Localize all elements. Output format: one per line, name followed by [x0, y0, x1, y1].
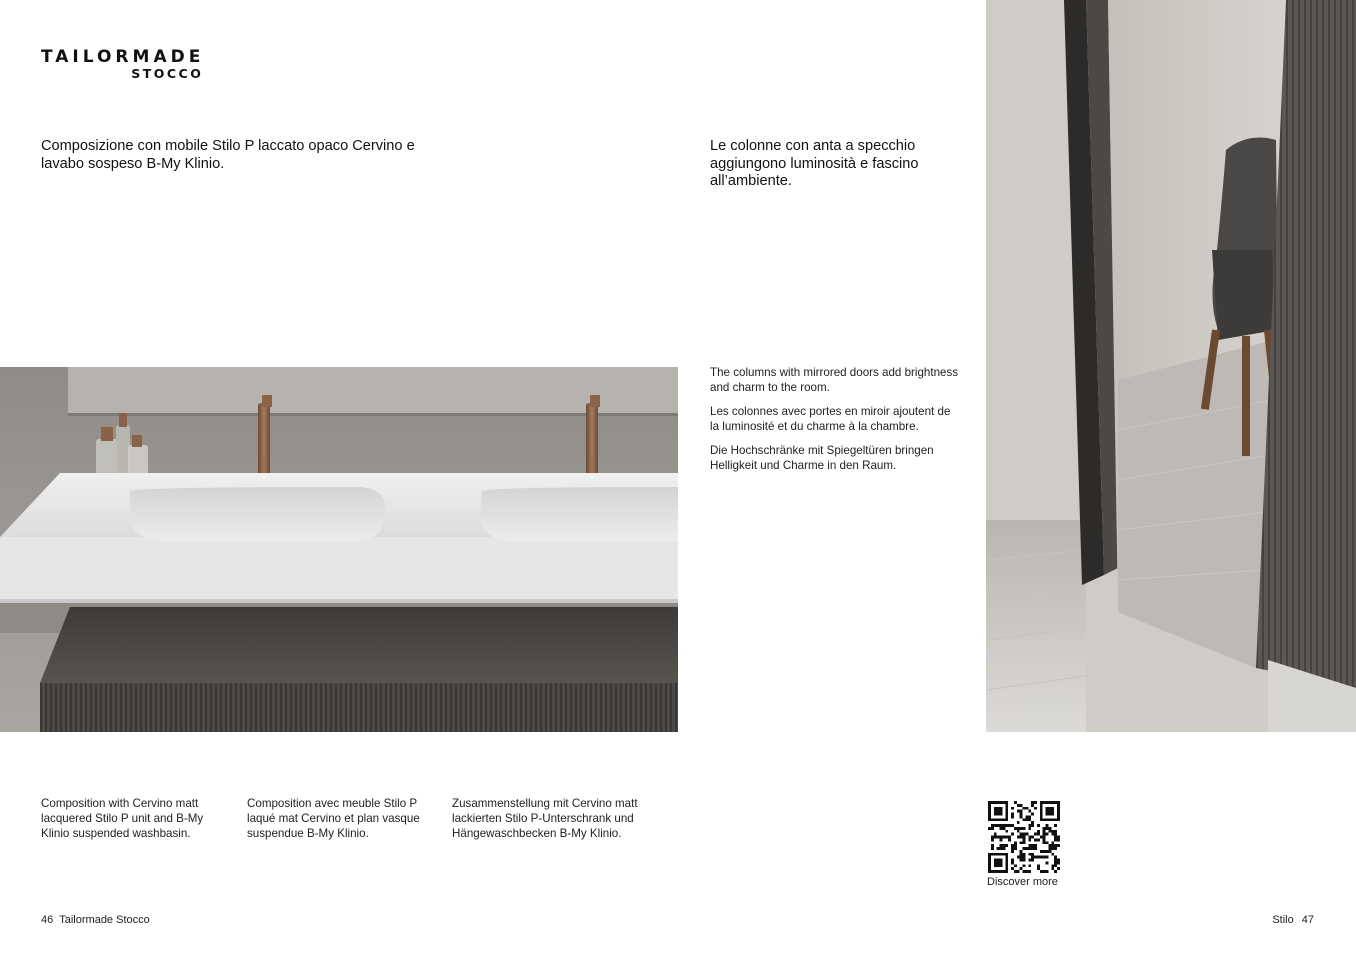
discover-more-label[interactable]: Discover more: [987, 876, 1058, 888]
caption-right-de: Die Hochschränke mit Spiegeltüren bringen Helligkeit und Charme in den Raum.: [710, 444, 934, 472]
qr-code[interactable]: [988, 801, 1060, 873]
page-number-right: 47: [1301, 914, 1314, 926]
folio-label-right: Stilo: [1272, 914, 1294, 926]
mirror-columns-photo: [986, 0, 1356, 732]
caption-right-fr: Les colonnes avec portes en miroir ajoutent de la luminosité et du charme à la chambre.: [710, 405, 951, 433]
caption-block-right: [710, 365, 960, 482]
lead-text-left: Composizione con mobile Stilo P laccato opaco Cervino e lavabo sospeso B-My Klinio.: [41, 138, 415, 172]
caption-left-en: Composition with Cervino matt lacquered Stilo P unit and B-My Klinio suspended washbasin.: [41, 797, 204, 840]
caption-right-en: The columns with mirrored doors add brightness and charm to the room.: [710, 366, 959, 394]
caption-left-de: Zusammenstellung mit Cervino matt lackierten Stilo P-Unterschrank und Hängewaschbecken B-My Klinio.: [452, 797, 638, 840]
brand-logo: [41, 49, 204, 81]
logo-main-text: TAILORMADE: [41, 47, 205, 67]
folio-left: [41, 914, 150, 926]
lead-text-right: Le colonne con anta a specchio aggiungono luminosità e fascino all’ambiente.: [710, 138, 919, 189]
page-number-left: 46: [41, 914, 54, 926]
basin-photo: [0, 367, 678, 732]
caption-left-fr: Composition avec meuble Stilo P laqué mat Cervino et plan vasque suspendue B-My Klinio.: [247, 797, 420, 840]
logo-sub-text: STOCCO: [131, 66, 204, 81]
folio-label-left: Tailormade Stocco: [59, 914, 150, 926]
folio-right: [1272, 914, 1314, 926]
